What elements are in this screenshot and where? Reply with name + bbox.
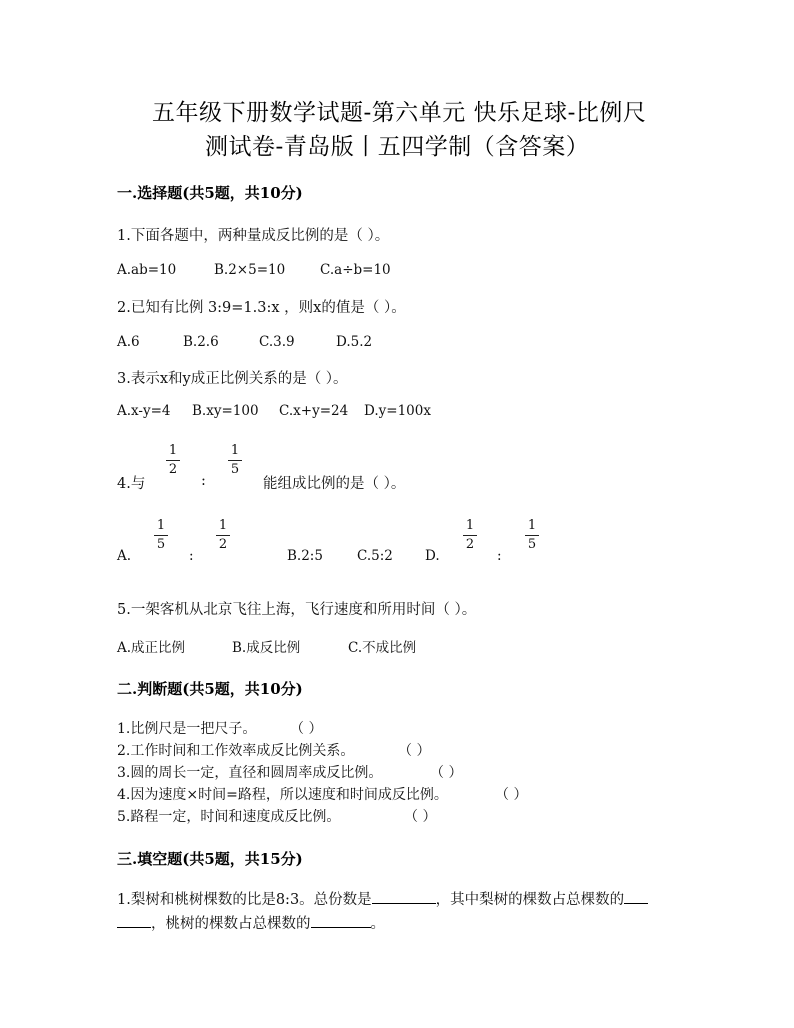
judge-item-3: 3.圆的周长一定，直径和圆周率成反比例。 (117, 765, 383, 781)
judge-item-5-paren: （ ） (404, 809, 437, 825)
fraction-bar (166, 460, 180, 461)
q1-option-c: C.a÷b=10 (320, 262, 391, 278)
q2-option-a: A.6 (117, 334, 140, 350)
judge-item-4-paren: （ ） (495, 787, 528, 803)
fraction-bar (463, 535, 477, 536)
q4-option-b: B.2:5 (287, 548, 323, 564)
section-3-heading: 三.填空题(共5题，共15分) (117, 850, 303, 868)
q1-option-a: A.ab=10 (117, 262, 177, 278)
q4-option-a-colon: : (189, 548, 194, 564)
q1-option-b: B.2×5=10 (214, 262, 286, 278)
section-1-heading: 一.选择题(共5题，共10分) (117, 184, 303, 202)
judge-item-3-paren: （ ） (430, 765, 463, 781)
fraction-numerator: 1 (465, 518, 475, 533)
fraction-denominator: 5 (527, 537, 537, 552)
q2-option-c: C.3.9 (259, 334, 295, 350)
q4-option-d-colon: : (497, 548, 502, 564)
fraction-denominator: 2 (168, 462, 178, 477)
fraction-numerator: 1 (168, 443, 178, 458)
q2-option-b: B.2.6 (183, 334, 219, 350)
fill-q1-part1: 1.梨树和桃树棵数的比是8:3。总份数是 (117, 892, 372, 908)
q4-prefix: 4.与 (117, 476, 146, 492)
q4-option-c: C.5:2 (357, 548, 393, 564)
q3-option-a: A.x-y=4 (117, 403, 171, 419)
fill-q1-end: 。 (370, 916, 385, 932)
q4-fraction-b (227, 444, 243, 477)
q5-option-b: B.成反比例 (232, 640, 301, 656)
fraction-bar (216, 535, 230, 536)
q4-colon: : (201, 473, 206, 489)
fraction-denominator: 2 (465, 537, 475, 552)
judge-item-5: 5.路程一定，时间和速度成反比例。 (117, 809, 341, 825)
q3-option-c: C.x+y=24 (279, 403, 349, 419)
fraction-bar (154, 535, 168, 536)
title-line-2: 测试卷-青岛版丨五四学制（含答案） (205, 134, 590, 160)
fraction-denominator: 2 (218, 537, 228, 552)
q4-option-a: A. (117, 548, 132, 564)
q4-suffix: 能组成比例的是（ ）。 (263, 476, 406, 492)
fill-blank-3[interactable] (311, 913, 371, 928)
fraction-numerator: 1 (156, 518, 166, 533)
q5-option-c: C.不成比例 (348, 640, 417, 656)
q2-text: 2.已知有比例 3:9=1.3:x ，则x的值是（ ）。 (117, 300, 406, 316)
section-2-heading: 二.判断题(共5题，共10分) (117, 680, 303, 698)
q4-option-a-fraction-1 (153, 519, 169, 552)
q3-option-b: B.xy=100 (192, 403, 259, 419)
q2-option-d: D.5.2 (336, 334, 373, 350)
q4-option-d: D. (425, 548, 440, 564)
fill-blank-1[interactable] (372, 889, 436, 904)
title-line-1: 五年级下册数学试题-第六单元 快乐足球-比例尺 (152, 100, 647, 126)
fill-blank-2b[interactable] (117, 913, 151, 928)
judge-item-4: 4.因为速度×时间=路程，所以速度和时间成反比例。 (117, 787, 448, 803)
q4-option-d-fraction-2 (524, 519, 540, 552)
fraction-denominator: 5 (230, 462, 240, 477)
fill-q1-part2: ，其中梨树的棵数占总棵数的 (435, 892, 625, 908)
fraction-denominator: 5 (156, 537, 166, 552)
fraction-bar (525, 535, 539, 536)
judge-item-1: 1.比例尺是一把尺子。 (117, 721, 257, 737)
fill-blank-2a[interactable] (624, 889, 648, 904)
fraction-numerator: 1 (527, 518, 537, 533)
q5-text: 5.一架客机从北京飞往上海，飞行速度和所用时间（ ）。 (117, 602, 477, 618)
judge-item-2: 2.工作时间和工作效率成反比例关系。 (117, 743, 355, 759)
fraction-numerator: 1 (218, 518, 228, 533)
fraction-bar (228, 460, 242, 461)
q3-option-d: D.y=100x (364, 403, 431, 419)
q4-option-d-fraction-1 (462, 519, 478, 552)
q4-option-a-fraction-2 (215, 519, 231, 552)
q3-text: 3.表示x和y成正比例关系的是（ ）。 (117, 371, 348, 387)
q1-text: 1.下面各题中，两种量成反比例的是（ ）。 (117, 228, 390, 244)
judge-item-2-paren: （ ） (398, 743, 431, 759)
fill-q1-part3: ，桃树的棵数占总棵数的 (151, 916, 311, 932)
q5-option-a: A.成正比例 (117, 640, 186, 656)
fraction-numerator: 1 (230, 443, 240, 458)
judge-item-1-paren: （ ） (290, 721, 323, 737)
fill-q1-line-2 (117, 912, 385, 933)
q4-fraction-a (165, 444, 181, 477)
fill-q1-line-1 (117, 888, 648, 909)
